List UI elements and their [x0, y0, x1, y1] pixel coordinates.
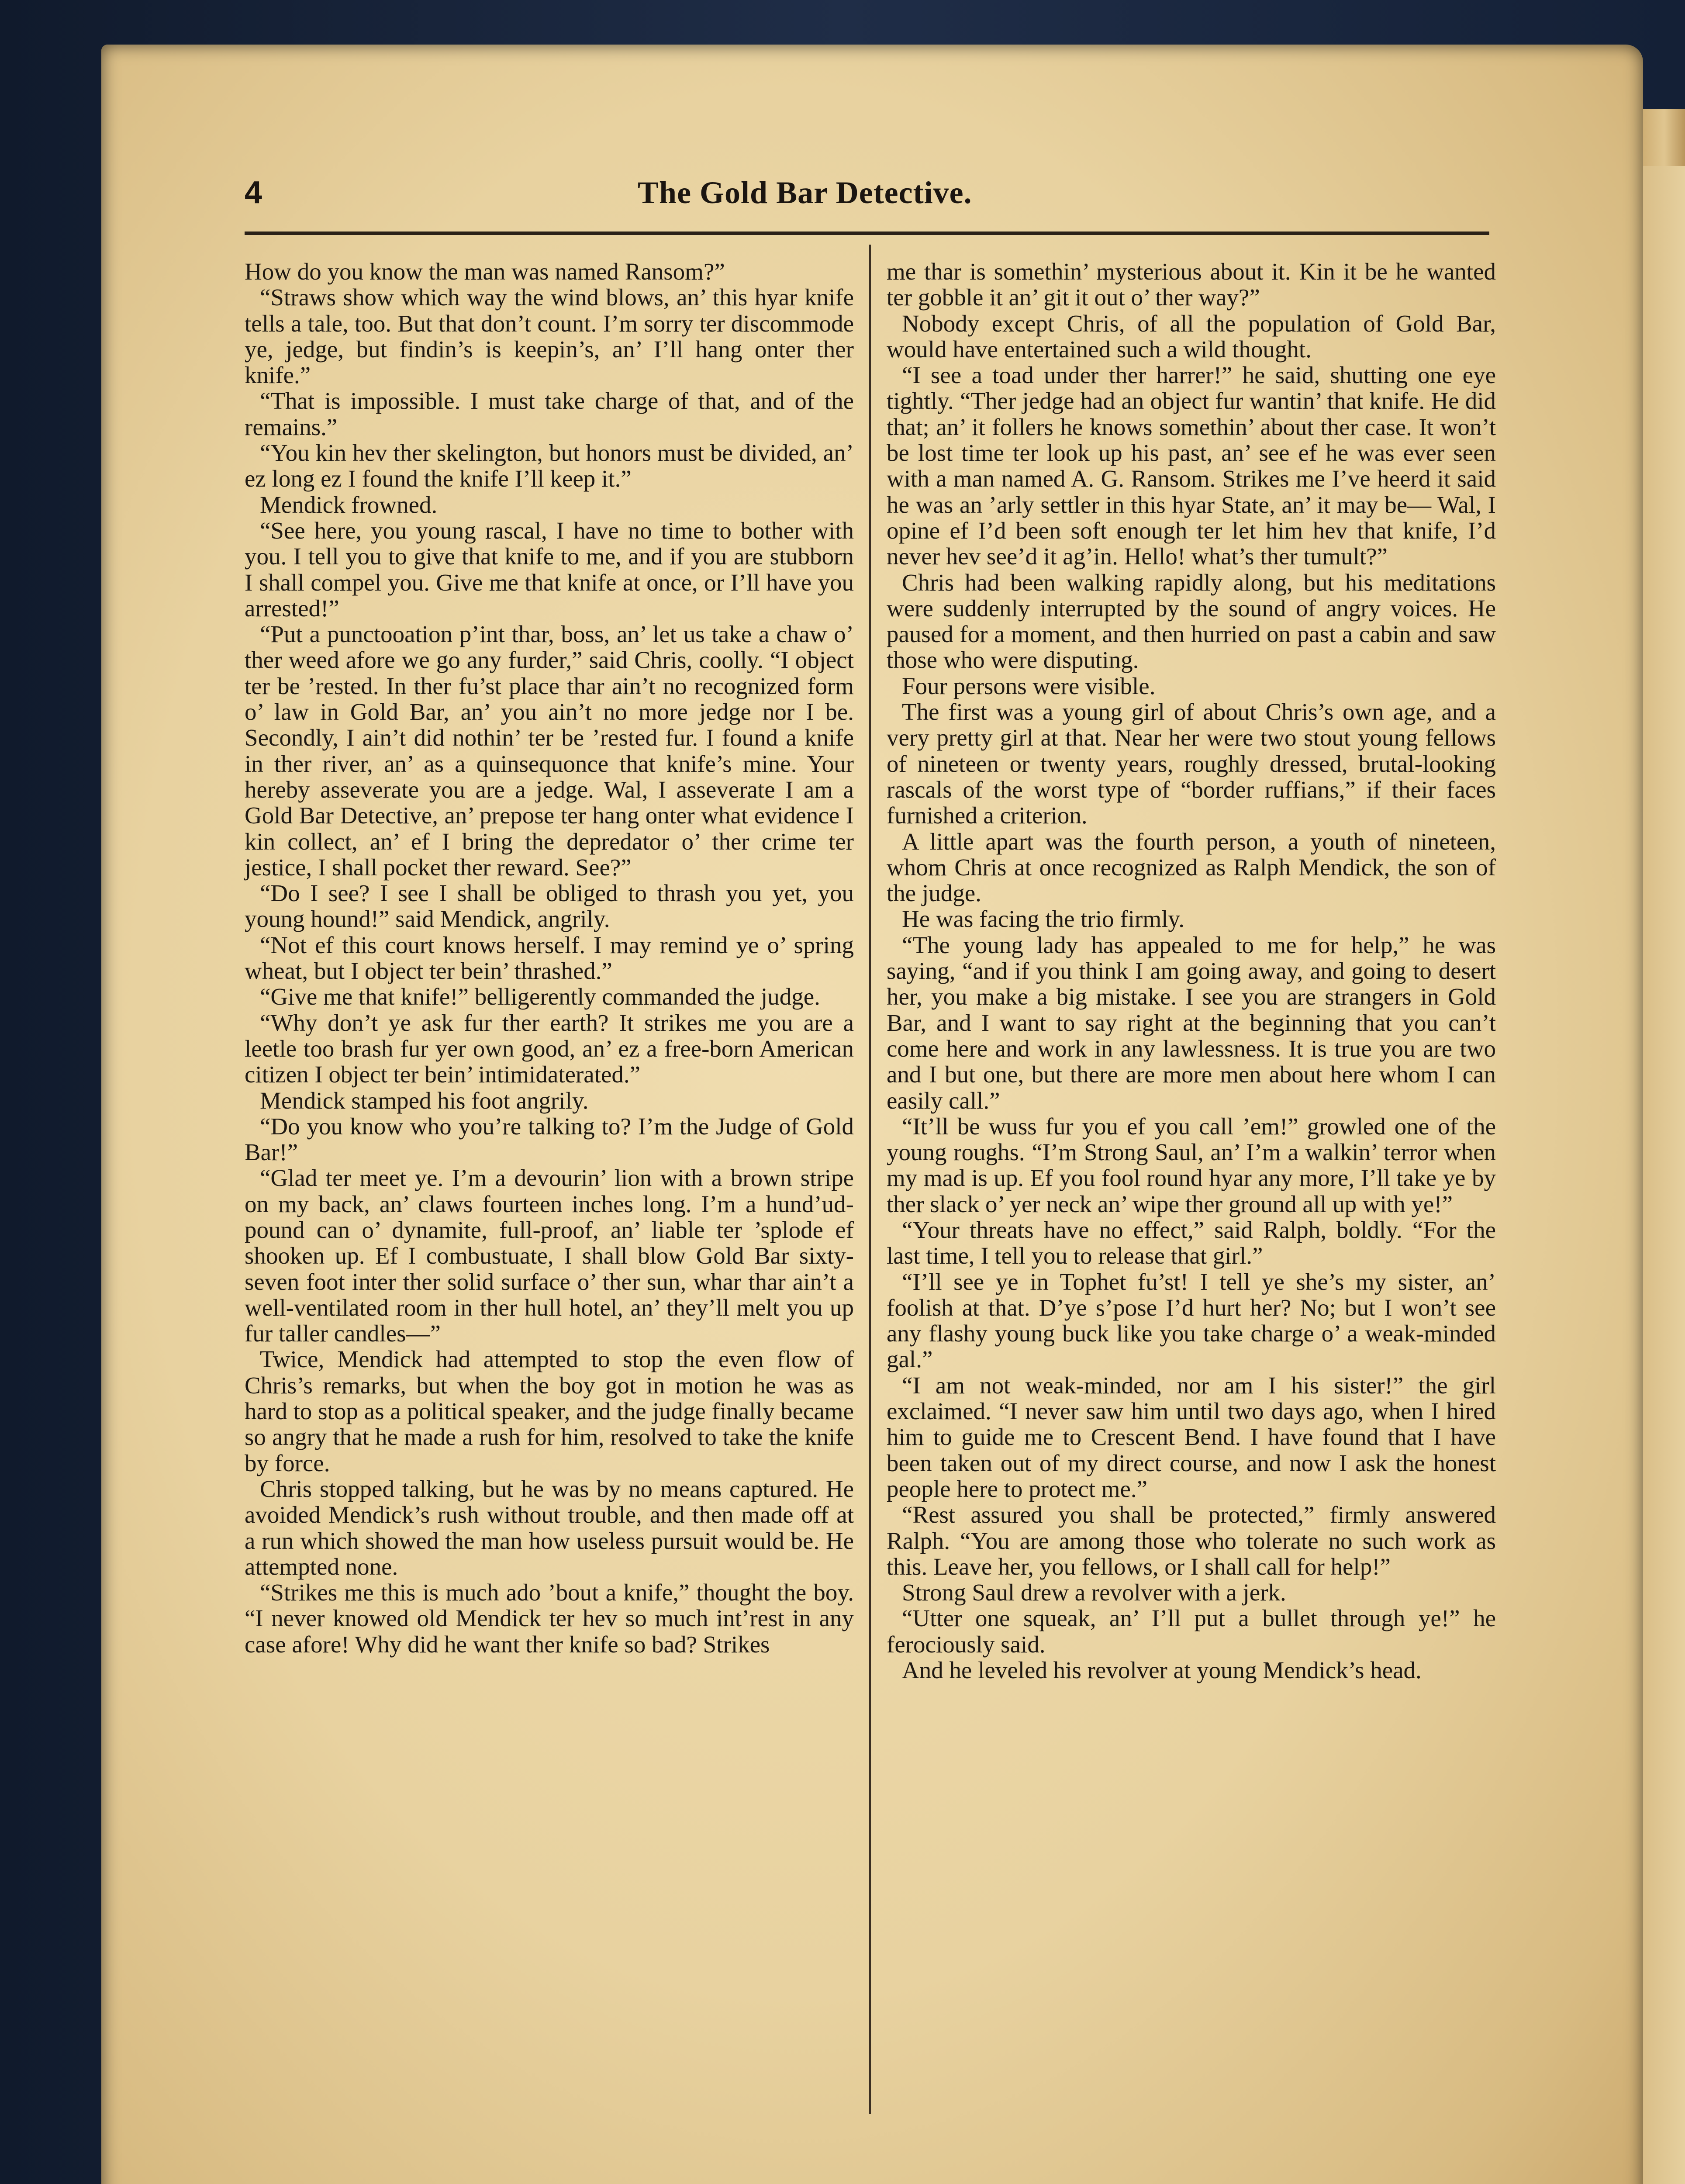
paragraph: “Straws show which way the wind blows, an’ this hyar knife tells a tale, too. But that don’t count. I’m sorry ter discommode ye, jedge, but findin’s is keepin’s, an’ I’ll hang onter ther knife.”: [245, 284, 854, 389]
paragraph: Chris had been walking rapidly along, but his meditations were suddenly interrupted by the sound of angry voices. He paused for a moment, and then hurried on past a cabin and saw those who were disputing.: [887, 569, 1496, 674]
paragraph: me thar is somethin’ mysterious about it. Kin it be he wanted ter gobble it an’ git it out o’ ther way?”: [887, 258, 1496, 311]
paragraph: The first was a young girl of about Chris’s own age, and a very pretty girl at that. Near her were two stout young fellows of nineteen or twenty years, roughly dressed, brutal-looking rascals of the worst type of “border ruffians,” if their faces furnished a criterion.: [887, 698, 1496, 829]
paragraph: “Do you know who you’re talking to? I’m the Judge of Gold Bar!”: [245, 1113, 854, 1166]
paragraph: A little apart was the fourth person, a youth of nineteen, whom Chris at once recognized as Ralph Mendick, the son of the judge.: [887, 828, 1496, 907]
paragraph: “The young lady has appealed to me for help,” he was saying, “and if you think I am going away, and going to desert her, you make a big mistake. I see you are strangers in Gold Bar, and I want to say right at the beginning that you can’t come here and work in any lawlessness. It is true you are two and I but one, but there are more men about here whom I can easily call.”: [887, 931, 1496, 1114]
paragraph: Four persons were visible.: [902, 672, 1156, 699]
left-column: [245, 259, 854, 1657]
paragraph: Strong Saul drew a revolver with a jerk.: [902, 1579, 1286, 1606]
column-divider: [869, 245, 871, 2114]
page-header: [245, 175, 1489, 227]
paragraph: Mendick frowned.: [260, 491, 438, 518]
paragraph: He was facing the trio firmly.: [902, 905, 1185, 933]
header-rule: [245, 232, 1489, 235]
page-number: 4: [245, 175, 262, 210]
paragraph: Mendick stamped his foot angrily.: [260, 1087, 589, 1114]
running-title: The Gold Bar Detective.: [638, 175, 972, 210]
paragraph: “Do I see? I see I shall be obliged to thrash you yet, you young hound!” said Mendick, angrily.: [245, 880, 854, 933]
paragraph: “See here, you young rascal, I have no time to bother with you. I tell you to give that knife to me, and if you are stubborn I shall compel you. Give me that knife at once, or I’ll have you arrested!”: [245, 517, 854, 622]
paragraph: “Not ef this court knows herself. I may remind ye o’ spring wheat, but I object ter bein’ thrashed.”: [245, 931, 854, 985]
paragraph: How do you know the man was named Ransom?”: [245, 258, 725, 285]
paragraph: “Strikes me this is much ado ’bout a knife,” thought the boy. “I never knowed old Mendick ter hev so much int’rest in any case afore! Why did he want ther knife so bad? Strikes: [245, 1579, 854, 1658]
paragraph: “You kin hev ther skelington, but honors must be divided, an’ ez long ez I found the knife I’ll keep it.”: [245, 439, 854, 492]
paragraph: “Utter one squeak, an’ I’ll put a bullet through ye!” he ferociously said.: [887, 1605, 1496, 1658]
paragraph: “Glad ter meet ye. I’m a devourin’ lion with a brown stripe on my back, an’ claws fourteen inches long. I’m a hund’ud-pound can o’ dynamite, full-proof, an’ liable ter ’splode ef shooken up. Ef I combustuate, I shall blow Gold Bar sixty-seven foot inter ther solid surface o’ ther sun, whar thar ain’t a well-ventilated room in ther hull hotel, an’ they’ll melt you up fur taller candles—”: [245, 1165, 854, 1347]
paragraph: Chris stopped talking, but he was by no means captured. He avoided Mendick’s rush without trouble, and then made off at a run which showed the man how useless pursuit would be. He attempted none.: [245, 1475, 854, 1580]
paragraph: Nobody except Chris, of all the population of Gold Bar, would have entertained such a wild thought.: [887, 310, 1496, 363]
paragraph: “I see a toad under ther harrer!” he said, shutting one eye tightly. “Ther jedge had an object fur wantin’ that knife. He did that; an’ it follers he knows somethin’ about ther case. It won’t be lost time ter look up his past, an’ see ef he was ever seen with a man named A. G. Ransom. Strikes me I’ve heerd it said he was an ’arly settler in this hyar State, an’ it may be— Wal, I opine ef I’d been soft enough ter let him hev that knife, I’d never hev see’d it ag’in. Hello! what’s ther tumult?”: [887, 362, 1496, 570]
paragraph: “I am not weak-minded, nor am I his sister!” the girl exclaimed. “I never saw him until two days ago, when I hired him to guide me to Crescent Bend. I have found that I have been taken out of my direct course, and now I ask the honest people here to protect me.”: [887, 1372, 1496, 1502]
right-column: [887, 259, 1496, 1683]
paragraph: “I’ll see ye in Tophet fu’st! I tell ye she’s my sister, an’ foolish at that. D’ye s’pose I’d hurt her? No; but I won’t see any flashy young buck like you take charge o’ a weak-minded gal.”: [887, 1268, 1496, 1373]
paragraph: “Your threats have no effect,” said Ralph, boldly. “For the last time, I tell you to release that girl.”: [887, 1216, 1496, 1269]
paragraph: “Put a punctooation p’int thar, boss, an’ let us take a chaw o’ ther weed afore we go any furder,” said Chris, coolly. “I object ter be ’rested. In ther fu’st place thar ain’t no recognized form o’ law in Gold Bar, an’ you ain’t no more jedge nor I be. Secondly, I ain’t did nothin’ ter be ’rested fur. I found a knife in ther river, an’ as a quinsequonce that knife’s mine. Your hereby asseverate you are a jedge. Wal, I asseverate I am a Gold Bar Detective, an’ prepose ter hang onter what evidence I kin collect, an’ ef I bring the depredator o’ ther crime ter jestice, I shall pocket ther reward. See?”: [245, 621, 854, 881]
paragraph: And he leveled his revolver at young Mendick’s head.: [902, 1657, 1422, 1684]
paragraph: “That is impossible. I must take charge of that, and of the remains.”: [245, 387, 854, 440]
paragraph: Twice, Mendick had attempted to stop the even flow of Chris’s remarks, but when the boy got in motion he was as hard to stop as a political speaker, and the judge finally became so angry that he made a rush for him, resolved to take the knife by force.: [245, 1346, 854, 1476]
paragraph: “It’ll be wuss fur you ef you call ’em!” growled one of the young roughs. “I’m Strong Saul, an’ I’m a walkin’ terror when my mad is up. Ef you fool round hyar any more, I’ll take ye by ther slack o’ yer neck an’ wipe ther ground all up with ye!”: [887, 1113, 1496, 1217]
paragraph: “Give me that knife!” belligerently commanded the judge.: [260, 983, 820, 1010]
paragraph: “Why don’t ye ask fur ther earth? It strikes me you are a leetle too brash fur yer own good, an’ ez a free-born American citizen I object ter bein’ intimidaterated.”: [245, 1009, 854, 1088]
paragraph: “Rest assured you shall be protected,” firmly answered Ralph. “You are among those who tolerate no such work as this. Leave her, you fellows, or I shall call for help!”: [887, 1501, 1496, 1580]
